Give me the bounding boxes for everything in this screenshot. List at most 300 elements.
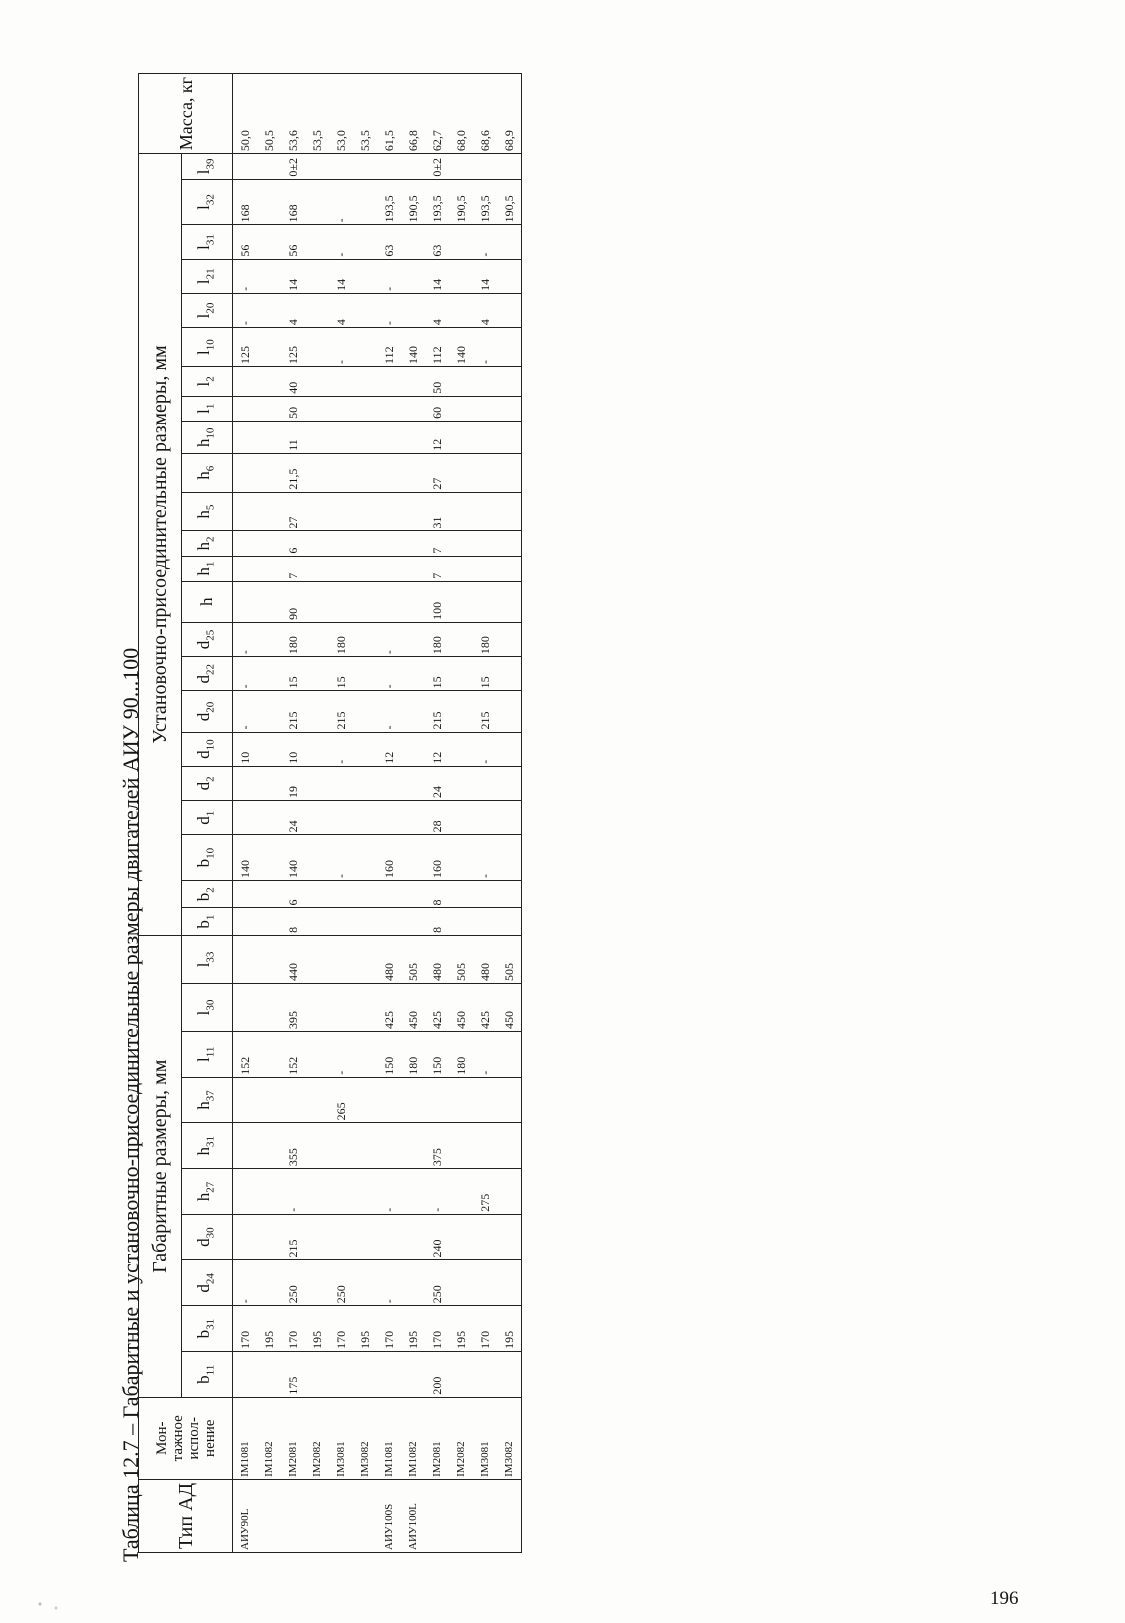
table-cell xyxy=(329,1123,353,1169)
table-cell: 190,5 xyxy=(497,179,522,225)
table-cell: 12 xyxy=(425,732,449,766)
table-cell xyxy=(497,1351,522,1397)
table-cell xyxy=(497,622,522,656)
table-cell xyxy=(257,835,281,881)
table-cell xyxy=(497,531,522,556)
table-cell: 195 xyxy=(353,1306,377,1352)
table-cell: - xyxy=(377,1169,401,1215)
table-cell xyxy=(497,835,522,881)
table-cell xyxy=(449,881,473,908)
table-cell xyxy=(257,179,281,225)
table-cell xyxy=(449,581,473,622)
table-cell xyxy=(233,581,258,622)
param-header-d25: $d_{25}$ xyxy=(182,622,233,656)
table-cell xyxy=(473,366,497,396)
table-cell: - xyxy=(233,1260,258,1306)
table-cell: 425 xyxy=(425,984,449,1032)
scan-specks xyxy=(28,1596,68,1616)
table-cell: 63 xyxy=(425,225,449,259)
table-cell xyxy=(233,1169,258,1215)
table-cell xyxy=(329,556,353,581)
param-header-h31: $h_{31}$ xyxy=(182,1123,233,1169)
table-cell xyxy=(449,1169,473,1215)
table-cell: 195 xyxy=(497,1306,522,1352)
table-cell: 7 xyxy=(425,531,449,556)
param-header-d30: $d_{30}$ xyxy=(182,1214,233,1260)
table-cell xyxy=(305,935,329,983)
table-cell: 125 xyxy=(233,328,258,367)
table-cell: - xyxy=(329,1031,353,1077)
table-cell: IM3082 xyxy=(353,1397,377,1479)
table-cell xyxy=(353,225,377,259)
table-cell: 480 xyxy=(377,935,401,983)
table-cell xyxy=(377,396,401,421)
table-cell xyxy=(473,1260,497,1306)
table-cell xyxy=(257,622,281,656)
table-cell xyxy=(449,622,473,656)
table-cell: 14 xyxy=(425,259,449,293)
table-cell xyxy=(233,1351,258,1397)
table-cell xyxy=(305,622,329,656)
table-cell: IM1081 xyxy=(233,1397,258,1479)
table-cell xyxy=(449,396,473,421)
table-cell: 4 xyxy=(329,293,353,327)
table-cell xyxy=(353,1123,377,1169)
table-cell: 53,5 xyxy=(305,74,329,154)
table-cell: 125 xyxy=(281,328,305,367)
table-cell xyxy=(449,801,473,835)
table-cell xyxy=(401,766,425,800)
table-cell: 6 xyxy=(281,881,305,908)
table-cell xyxy=(497,1260,522,1306)
table-cell: 200 xyxy=(425,1351,449,1397)
table-cell xyxy=(257,154,281,179)
table-cell xyxy=(401,1169,425,1215)
table-cell xyxy=(257,492,281,531)
table-cell: 355 xyxy=(281,1123,305,1169)
param-header-h5: $h_5$ xyxy=(182,492,233,531)
table-cell: 215 xyxy=(281,1214,305,1260)
table-cell xyxy=(473,1351,497,1397)
param-header-l10: $l_{10}$ xyxy=(182,328,233,367)
table-cell: 7 xyxy=(425,556,449,581)
table-cell: 265 xyxy=(329,1077,353,1123)
param-header-l21: $l_{21}$ xyxy=(182,259,233,293)
table-cell xyxy=(257,1351,281,1397)
table-cell: - xyxy=(377,293,401,327)
table-cell xyxy=(353,531,377,556)
table-cell xyxy=(473,1479,497,1552)
table-cell xyxy=(329,908,353,935)
table-cell xyxy=(257,396,281,421)
table-cell xyxy=(329,1479,353,1552)
table-cell xyxy=(497,1123,522,1169)
table-cell: 24 xyxy=(281,801,305,835)
table-cell: 4 xyxy=(425,293,449,327)
table-cell xyxy=(353,293,377,327)
table-cell xyxy=(329,581,353,622)
param-header-h37: $h_{37}$ xyxy=(182,1077,233,1123)
param-header-h6: $h_6$ xyxy=(182,453,233,492)
table-cell xyxy=(305,259,329,293)
table-cell xyxy=(425,1077,449,1123)
table-header xyxy=(139,74,233,1553)
table-cell xyxy=(449,293,473,327)
table-cell: АИУ90L xyxy=(233,1479,258,1552)
table-cell xyxy=(353,1077,377,1123)
table-cell xyxy=(497,1031,522,1077)
param-header-h: h xyxy=(182,581,233,622)
table-cell: 175 xyxy=(281,1351,305,1397)
table-cell xyxy=(233,421,258,453)
table-body xyxy=(233,74,522,1553)
table-cell xyxy=(257,657,281,691)
table-cell xyxy=(353,835,377,881)
table-cell: 40 xyxy=(281,366,305,396)
table-row xyxy=(305,74,329,1553)
table-cell: 505 xyxy=(449,935,473,983)
table-cell xyxy=(305,984,329,1032)
table-cell: 53,5 xyxy=(353,74,377,154)
table-cell: 215 xyxy=(473,691,497,732)
table-cell xyxy=(305,531,329,556)
table-cell xyxy=(473,1077,497,1123)
table-cell xyxy=(449,1123,473,1169)
table-cell: 112 xyxy=(425,328,449,367)
table-cell xyxy=(305,1351,329,1397)
table-cell xyxy=(257,881,281,908)
table-cell: 195 xyxy=(305,1306,329,1352)
table-cell xyxy=(401,531,425,556)
table-cell: 195 xyxy=(449,1306,473,1352)
table-cell xyxy=(281,1479,305,1552)
table-cell: 193,5 xyxy=(473,179,497,225)
table-cell: 62,7 xyxy=(425,74,449,154)
table-cell: IM2081 xyxy=(281,1397,305,1479)
table-cell: - xyxy=(233,691,258,732)
table-cell xyxy=(257,766,281,800)
table-cell: 15 xyxy=(281,657,305,691)
table-cell: 27 xyxy=(281,492,305,531)
table-cell xyxy=(305,556,329,581)
param-header-l30: $l_{30}$ xyxy=(182,984,233,1032)
table-cell: - xyxy=(473,328,497,367)
table-cell xyxy=(305,328,329,367)
table-cell: IM1082 xyxy=(401,1397,425,1479)
table-cell xyxy=(377,556,401,581)
table-cell xyxy=(377,492,401,531)
table-cell: 27 xyxy=(425,453,449,492)
table-cell xyxy=(497,396,522,421)
table-cell xyxy=(473,154,497,179)
table-cell xyxy=(233,154,258,179)
table-cell: 425 xyxy=(473,984,497,1032)
table-cell: 250 xyxy=(281,1260,305,1306)
table-cell: 140 xyxy=(233,835,258,881)
table-cell xyxy=(233,908,258,935)
table-cell xyxy=(401,1214,425,1260)
param-header-l11: $l_{11}$ xyxy=(182,1031,233,1077)
table-cell: 505 xyxy=(497,935,522,983)
table-cell xyxy=(401,1351,425,1397)
table-cell xyxy=(401,453,425,492)
table-cell xyxy=(497,453,522,492)
table-cell xyxy=(353,622,377,656)
table-cell xyxy=(353,328,377,367)
table-cell: 505 xyxy=(401,935,425,983)
table-cell: - xyxy=(473,835,497,881)
table-cell: - xyxy=(425,1169,449,1215)
table-cell xyxy=(449,154,473,179)
table-cell: 11 xyxy=(281,421,305,453)
table-cell xyxy=(473,581,497,622)
table-cell: 140 xyxy=(449,328,473,367)
table-cell: - xyxy=(473,732,497,766)
table-cell: 66,8 xyxy=(401,74,425,154)
table-cell: 8 xyxy=(281,908,305,935)
table-cell xyxy=(233,556,258,581)
table-cell xyxy=(377,1351,401,1397)
table-cell xyxy=(473,453,497,492)
table-cell xyxy=(329,984,353,1032)
table-cell xyxy=(401,801,425,835)
table-cell xyxy=(257,1214,281,1260)
table-cell xyxy=(305,732,329,766)
table-cell xyxy=(449,1214,473,1260)
param-header-l20: $l_{20}$ xyxy=(182,293,233,327)
table-cell xyxy=(305,225,329,259)
table-cell xyxy=(353,453,377,492)
param-header-h1: $h_1$ xyxy=(182,556,233,581)
table-cell: 24 xyxy=(425,766,449,800)
table-cell xyxy=(377,881,401,908)
table-cell xyxy=(449,259,473,293)
table-cell xyxy=(377,453,401,492)
table-cell xyxy=(329,531,353,556)
table-cell xyxy=(377,581,401,622)
header-overall-group: Габаритные размеры, мм xyxy=(139,935,182,1397)
table-cell: IM1081 xyxy=(377,1397,401,1479)
table-cell xyxy=(473,556,497,581)
table-cell: 50,0 xyxy=(233,74,258,154)
table-cell xyxy=(305,1077,329,1123)
table-cell xyxy=(305,801,329,835)
table-cell: 215 xyxy=(281,691,305,732)
table-cell: 53,0 xyxy=(329,74,353,154)
table-cell: 480 xyxy=(473,935,497,983)
table-cell xyxy=(497,801,522,835)
table-cell xyxy=(449,225,473,259)
table-cell: АИУ100S xyxy=(377,1479,401,1552)
table-cell xyxy=(233,935,258,983)
table-cell: 160 xyxy=(425,835,449,881)
table-cell: 168 xyxy=(233,179,258,225)
table-cell xyxy=(473,1123,497,1169)
table-cell xyxy=(353,881,377,908)
table-cell: 190,5 xyxy=(449,179,473,225)
table-cell: 195 xyxy=(257,1306,281,1352)
param-header-l33: $l_{33}$ xyxy=(182,935,233,983)
table-cell xyxy=(449,492,473,531)
table-row xyxy=(401,74,425,1553)
table-cell xyxy=(449,366,473,396)
param-header-d2: $d_2$ xyxy=(182,766,233,800)
table-cell: 152 xyxy=(233,1031,258,1077)
table-cell xyxy=(473,801,497,835)
table-cell: 180 xyxy=(329,622,353,656)
table-cell: 0±2 xyxy=(281,154,305,179)
param-header-l32: $l_{32}$ xyxy=(182,179,233,225)
table-cell xyxy=(497,732,522,766)
table-cell xyxy=(401,835,425,881)
table-cell xyxy=(497,366,522,396)
table-cell xyxy=(305,881,329,908)
table-cell: 195 xyxy=(401,1306,425,1352)
table-cell xyxy=(377,801,401,835)
table-cell xyxy=(233,1077,258,1123)
table-cell xyxy=(257,531,281,556)
table-cell xyxy=(401,581,425,622)
table-cell xyxy=(233,881,258,908)
table-cell xyxy=(257,225,281,259)
table-cell xyxy=(497,1169,522,1215)
table-cell xyxy=(497,259,522,293)
table-cell: - xyxy=(473,225,497,259)
table-cell xyxy=(233,984,258,1032)
table-cell: 193,5 xyxy=(377,179,401,225)
table-cell xyxy=(497,1214,522,1260)
table-cell: 140 xyxy=(281,835,305,881)
param-header-d22: $d_{22}$ xyxy=(182,657,233,691)
table-cell: 170 xyxy=(377,1306,401,1352)
table-cell: IM3081 xyxy=(329,1397,353,1479)
table-row xyxy=(281,74,305,1553)
table-cell xyxy=(497,293,522,327)
dimensions-table-container xyxy=(138,73,746,1553)
table-cell: - xyxy=(329,835,353,881)
table-cell xyxy=(257,732,281,766)
table-cell xyxy=(497,908,522,935)
table-cell xyxy=(377,1077,401,1123)
table-cell xyxy=(233,531,258,556)
table-cell xyxy=(257,1169,281,1215)
table-cell xyxy=(401,691,425,732)
table-cell xyxy=(305,421,329,453)
table-cell xyxy=(497,492,522,531)
table-cell: 140 xyxy=(401,328,425,367)
table-cell xyxy=(305,154,329,179)
table-cell xyxy=(257,1260,281,1306)
table-cell xyxy=(233,453,258,492)
table-cell xyxy=(473,396,497,421)
table-cell xyxy=(401,908,425,935)
table-cell xyxy=(377,366,401,396)
table-cell xyxy=(353,935,377,983)
table-row xyxy=(257,74,281,1553)
table-cell xyxy=(305,492,329,531)
table-cell: 15 xyxy=(329,657,353,691)
table-cell: 168 xyxy=(281,179,305,225)
table-cell xyxy=(233,396,258,421)
table-cell xyxy=(401,1123,425,1169)
table-cell xyxy=(449,691,473,732)
table-cell: 53,6 xyxy=(281,74,305,154)
table-row xyxy=(353,74,377,1553)
table-cell xyxy=(257,908,281,935)
table-cell: 15 xyxy=(425,657,449,691)
param-header-b2: $b_2$ xyxy=(182,881,233,908)
table-cell xyxy=(257,328,281,367)
table-cell xyxy=(305,1123,329,1169)
table-cell: - xyxy=(233,622,258,656)
table-cell xyxy=(353,984,377,1032)
table-cell xyxy=(257,1031,281,1077)
table-cell xyxy=(233,801,258,835)
table-cell: 425 xyxy=(377,984,401,1032)
table-row xyxy=(377,74,401,1553)
param-header-l1: $l_1$ xyxy=(182,396,233,421)
table-cell xyxy=(497,657,522,691)
table-cell xyxy=(305,766,329,800)
table-cell xyxy=(473,766,497,800)
param-header-b10: $b_{10}$ xyxy=(182,835,233,881)
table-cell: 12 xyxy=(425,421,449,453)
table-cell xyxy=(353,259,377,293)
table-cell: 8 xyxy=(425,908,449,935)
table-cell xyxy=(449,766,473,800)
table-cell: 14 xyxy=(473,259,497,293)
table-cell xyxy=(305,293,329,327)
table-cell xyxy=(377,908,401,935)
table-cell: 160 xyxy=(377,835,401,881)
table-cell: 61,5 xyxy=(377,74,401,154)
table-cell: 450 xyxy=(449,984,473,1032)
table-cell xyxy=(401,881,425,908)
table-cell xyxy=(305,366,329,396)
table-cell xyxy=(353,421,377,453)
table-cell: - xyxy=(473,1031,497,1077)
table-cell xyxy=(401,259,425,293)
table-cell: 170 xyxy=(281,1306,305,1352)
table-row xyxy=(473,74,497,1553)
table-cell: 240 xyxy=(425,1214,449,1260)
table-cell: 6 xyxy=(281,531,305,556)
table-cell: IM2081 xyxy=(425,1397,449,1479)
table-cell: 68,9 xyxy=(497,74,522,154)
table-cell xyxy=(353,691,377,732)
header-type-ad: Тип АД xyxy=(139,1479,233,1552)
table-cell: - xyxy=(377,259,401,293)
table-cell: 375 xyxy=(425,1123,449,1169)
table-cell: 150 xyxy=(377,1031,401,1077)
table-cell xyxy=(353,154,377,179)
table-cell xyxy=(329,1214,353,1260)
table-cell xyxy=(353,657,377,691)
table-cell: 170 xyxy=(425,1306,449,1352)
table-cell xyxy=(401,622,425,656)
table-cell: 180 xyxy=(449,1031,473,1077)
table-cell: 14 xyxy=(281,259,305,293)
table-cell: 90 xyxy=(281,581,305,622)
table-cell xyxy=(305,179,329,225)
table-cell xyxy=(353,366,377,396)
table-cell xyxy=(257,1077,281,1123)
param-header-h2: $h_2$ xyxy=(182,531,233,556)
table-cell: 56 xyxy=(281,225,305,259)
table-cell xyxy=(473,908,497,935)
table-cell: 14 xyxy=(329,259,353,293)
table-cell: - xyxy=(377,1260,401,1306)
